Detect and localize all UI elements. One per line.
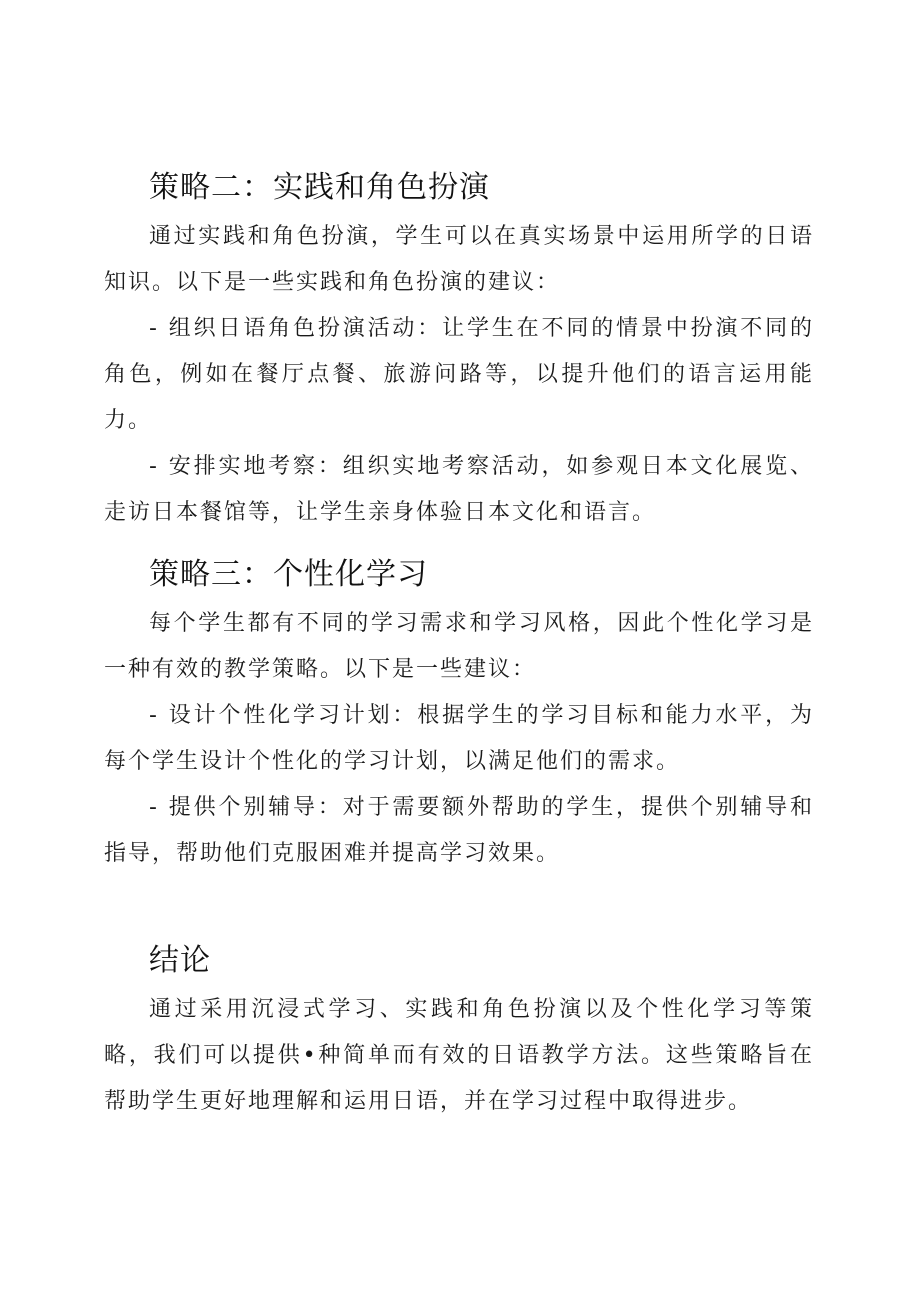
list-item: - 设计个性化学习计划：根据学生的学习目标和能力水平，为每个学生设计个性化的学习计划，以满足他们的需求。: [104, 703, 814, 774]
conclusion-paragraph: 通过采用沉浸式学习、实践和角色扮演以及个性化学习等策略，我们可以提供•种简单而有效的日语教学方法。这些策略旨在帮助学生更好地理解和运用日语，并在学习过程中取得进步。: [104, 997, 814, 1114]
section-heading: 结论: [149, 943, 211, 978]
section-conclusion: [104, 941, 814, 1125]
section-strategy-three: [104, 555, 814, 877]
section-intro-paragraph: 通过实践和角色扮演，学生可以在真实场景中运用所学的日语知识。以下是一些实践和角色扮演的建议：: [104, 224, 814, 295]
section-heading: 策略三：个性化学习: [149, 557, 428, 592]
section-strategy-two: [104, 168, 814, 536]
list-item: - 组织日语角色扮演活动：让学生在不同的情景中扮演不同的角色，例如在餐厅点餐、旅游问路等，以提升他们的语言运用能力。: [104, 316, 814, 433]
section-heading: 策略二：实践和角色扮演: [149, 170, 490, 205]
list-item: - 提供个别辅导：对于需要额外帮助的学生，提供个别辅导和指导，帮助他们克服困难并提高学习效果。: [104, 795, 814, 866]
list-item: - 安排实地考察：组织实地考察活动，如参观日本文化展览、走访日本餐馆等，让学生亲身体验日本文化和语言。: [104, 454, 814, 525]
section-intro-paragraph: 每个学生都有不同的学习需求和学习风格，因此个性化学习是一种有效的教学策略。以下是一些建议：: [104, 611, 814, 682]
